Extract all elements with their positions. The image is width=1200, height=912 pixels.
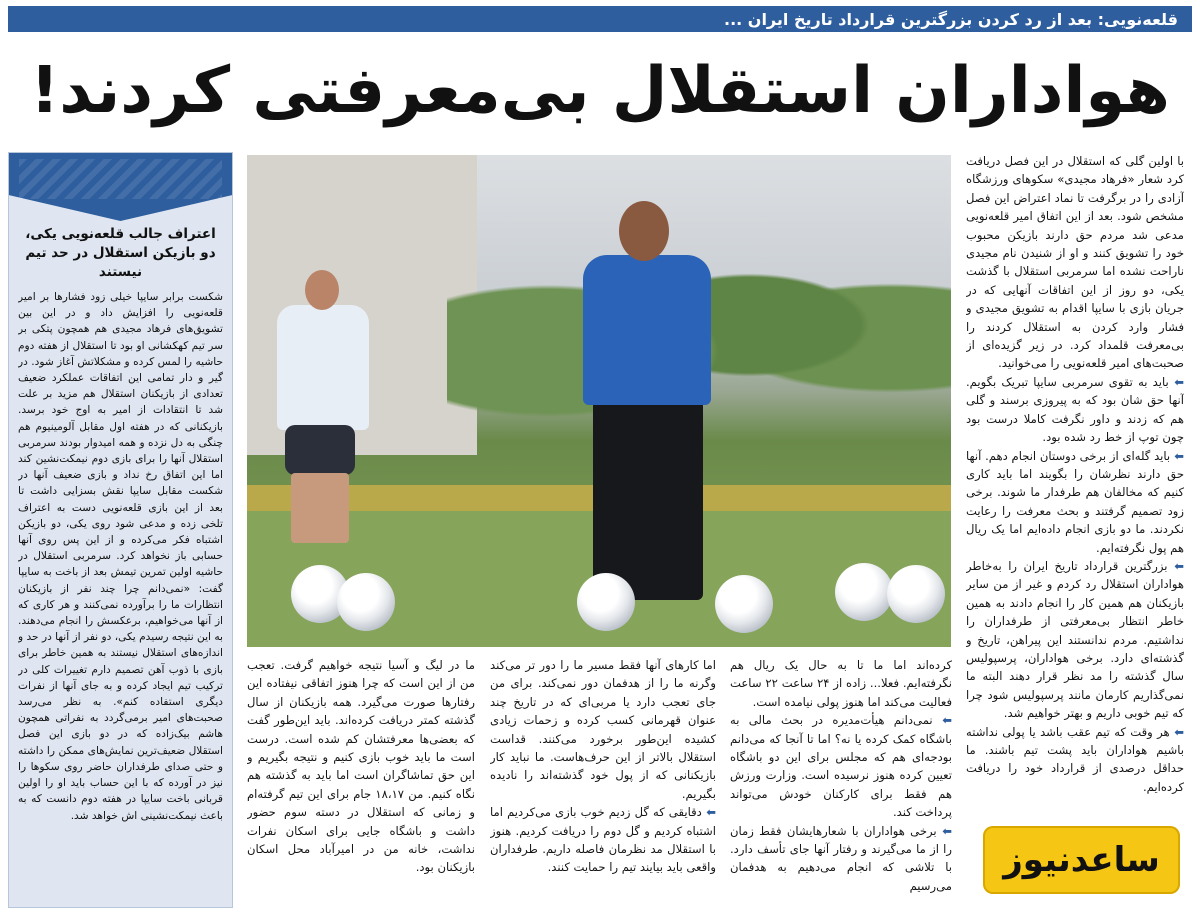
article-photo [247, 155, 951, 647]
ball [577, 573, 635, 631]
kicker-text: قلعه‌نویی: بعد از رد کردن بزرگترین قرارداد تاریخ ایران ... [723, 9, 1178, 29]
paragraph-text: باید به تقوی سرمربی سایپا تبریک بگویم. آنها حق شان بود که به پیروزی برسند و گلی هم که زدند و داور نگرفت کاملا درست بود چون توپ از خط رد شده بود. [966, 374, 1184, 445]
paragraph [966, 557, 1184, 723]
paragraph-text: برخی هواداران با شعارهایشان فقط زمان را از ما می‌گیرند و رفتار آنها جای تأسف دارد. با تلاشی که انجام می‌دهیم به هدفمان می‌رسیم [730, 823, 952, 893]
sidebar-box [8, 152, 233, 908]
paragraph [966, 152, 1184, 373]
paragraph-text: با اولین گلی که استقلال در این فصل دریافت کرد شعار «فرهاد مجیدی» سکوهای ورزشگاه آزادی را در برگرفت تا نماد اعتراض این فصل مشخص شود. بعد از این اتفاق امیر قلعه‌نویی مدعی شد مردم حق دارند بازیکن محبوب خود را تشویق کنند و او از شنیدن نام مجیدی ناراحت نشده اما سرمربی استقلال با گذشت یکی، دو روز از این اتفاقات آنهایی که در جریان بازی با سایپا اقدام به تشویق مجیدی و فشار وارد کردن به استقلال کردند را بی‌معرفت قلمداد کرد. در زیر گزیده‌ای از صحبت‌های امیر قلعه‌نویی را می‌خوانید. [966, 154, 1184, 371]
headline: هواداران استقلال بی‌معرفتی کردند! [30, 54, 1170, 128]
ball [715, 575, 773, 633]
arrow-icon: ⬅ [1167, 558, 1184, 573]
column-mid-left [490, 656, 716, 908]
paragraph [966, 447, 1184, 557]
coach-head [619, 201, 669, 261]
player-background-head [305, 270, 339, 310]
column-mid-right [730, 656, 952, 908]
ball [835, 563, 893, 621]
player-background-legs [291, 473, 349, 543]
arrow-icon: ⬅ [1170, 448, 1184, 463]
paragraph [490, 656, 716, 803]
player-background-shirt [277, 305, 369, 430]
watermark-text: ساعدنیوز [1003, 840, 1160, 880]
sidebar-title: اعتراف جالب قلعه‌نویی یکی، دو بازیکن استقلال در حد تیم نیستند [25, 226, 216, 280]
column-left [247, 656, 475, 908]
paragraph-text: اما کارهای آنها فقط مسیر ما را دور تر می‌کند وگرنه ما را از هدفمان دور نمی‌کند. برای من جای تعجب دارد یا مربی‌ای که در تاریخ چند عنوان قهرمانی کسب کرده و زحمات زیادی کشیده این‌طور برخورد می‌کنند. قداست استقلال بالاتر از این حرف‌هاست. ما نباید کار بازیکنانی که از پول خود گذشته‌اند را نادیده بگیریم. [490, 658, 716, 801]
paragraph-text: باید گله‌ای از برخی دوستان انجام دهم. آنها حق دارند نظرشان را بگویند اما باید کاری کنیم که مخالفان هم طرفدار ما شوند. برخی زود تصمیم گرفتند و بحث معرفت را رعایت نکردند. ما دو بازی انجام داده‌ایم اما یک ریال هم پول نگرفته‌ایم. [966, 448, 1184, 555]
arrow-icon: ⬅ [1169, 724, 1184, 739]
column-right [966, 152, 1184, 908]
paragraph-text: کرده‌اند اما ما تا به حال یک ریال هم نگرفته‌ایم. فعلا... زاده از ۲۴ ساعت ۲۲ ساعت فعالیت می‌کند اما هنوز پولی نیامده است. [730, 658, 952, 709]
ball [887, 565, 945, 623]
paragraph-text: ما در لیگ و آسیا نتیجه خواهیم گرفت. تعجب من از این است که چرا هنوز اتفاقی نیفتاده این رفتارها صورت می‌گیرد. همه بازیکنان از سال گذشته کمتر دریافت کرده‌اند. باید این‌طور گفت که بعضی‌ها معرفتشان کم شده است. درست است ما باید خوب بازی کنیم و نتیجه بگیریم و این حق تماشاگران است اما باید به گذشته هم نگاه کنیم. من ۱۸،۱۷ جام برای این تیم گرفته‌ام و زمانی که استقلال در دسته سوم حضور داشت و باشگاه جایی برای اسکان نفرات نداشت، خانه من در امیرآباد محل اسکان بازیکنان بود. [247, 658, 475, 875]
watermark-logo [983, 826, 1180, 894]
sidebar-banner [9, 153, 232, 221]
coach-pants [593, 400, 703, 600]
paragraph [730, 822, 952, 896]
arrow-icon: ⬅ [936, 823, 952, 838]
paragraph-text: دقایقی که گل زدیم خوب بازی می‌کردیم اما اشتباه کردیم و گل دوم را دریافت کردیم. هنوز با استقلال مد نظرمان فاصله داریم. طرفداران واقعی باید بیایند تیم را حمایت کنند. [490, 805, 716, 875]
paragraph-text: نمی‌دانم هیأت‌مدیره در بحث مالی به باشگاه کمک کرده یا نه؟ اما تا آنجا که می‌دانم بودجه‌ای هم که مجلس برای این دو باشگاه تعیین کرده هنوز نرسیده است. وزارت ورزش هم فقط برای کارکنان خودش می‌تواند پرداخت کند. [730, 713, 952, 820]
coach-shirt [583, 255, 711, 405]
arrow-icon: ⬅ [701, 805, 716, 820]
paragraph-text: بزرگترین قرارداد تاریخ ایران را به‌خاطر هواداران استقلال رد کردم و غیر از من سایر بازیکنان هم همین کار را انجام دادند به همین خاطر انتظار بی‌معرفتی از طرفداران را نداشتیم. مردم ندانستند این پیراهن، تاریخ و گذشته‌ای دارد. برخی هواداران، پرسپولیس سال گذشته را مد نظر قرار دهند البته ما نمی‌گذاریم کارمان مانند پرسپولیس شود چرا که تیم خوبی داریم و بهتر خواهیم شد. [966, 558, 1184, 721]
arrow-icon: ⬅ [1168, 374, 1184, 389]
paragraph [730, 656, 952, 711]
paragraph [966, 373, 1184, 447]
player-background-shorts [285, 425, 355, 475]
paragraph [730, 711, 952, 821]
kicker-bar [8, 6, 1192, 32]
paragraph [490, 803, 716, 877]
paragraph [966, 723, 1184, 797]
paragraph-text: هر وقت که تیم عقب باشد یا پولی نداشته باشیم هواداران باید پشت تیم باشند. ما حداقل درصدی از قرارداد خود را دریافت کرده‌ایم. [966, 724, 1184, 794]
paragraph [247, 656, 475, 877]
sidebar-body: شکست برابر سایپا خیلی زود فشارها بر امیر قلعه‌نویی را افزایش داد و در این بین تشویق‌های فرهاد مجیدی هم همچون پتکی بر سر تیم کهکشانی او بود تا استقلال از هفته دوم حاشیه را لمس کرده و مشکلاتش آغاز شود. در گیر و دار تمامی این اتفاقات عملکرد ضعیف تعدادی از بازیکنان استقلال هم مزید بر علت شد تا انتقادات از امیر به اوج خود برسد. بازیکنانی که در هفته اول مقابل آلومینیوم هم چنگی به دل نزده و همه امیدوار بودند سرمربی استقلال آنها را برای بازی دوم نیمکت‌نشین کند اما این اتفاق رخ نداد و بازی ضعیف آنها در شکست مقابل سایپا نقش بسزایی داشت تا بعد از این بازی قلعه‌نویی دست به اعتراف تلخی زده و مدعی شود روی یکی، دو بازیکن اشتباه فکر می‌کرده و از این پس روی آنها حسابی باز نخواهد کرد. سرمربی استقلال در حاشیه اولین تمرین تیمش بعد از باخت به سایپا گفت: «نمی‌دانم چرا چند نفر از بازیکنان انتظارات ما را برآورده نمی‌کنند و هر کاری که از آنها می‌خواهیم، برعکسش را انجام می‌دهند. به این نتیجه رسیدم یکی، دو نفر از آنها در حد و اندازه‌های استقلال نیستند به همین خاطر برای بازی با ذوب آهن تصمیم دارم تغییرات کلی در ترکیب تیم ایجاد کرده و به جای آنها از نفرات دیگری استفاده کنم». به نظر می‌رسد صحبت‌های امیر برمی‌گردد به نفراتی همچون هاشم بیک‌زاده که در دو بازی این فصل استقلال ضعیف‌ترین نمایش‌های ممکن را داشته و حتی صدای طرفداران حاضر روی سکوها را نیز در آورده که با این حساب باید او را اولین قربانی باخت سایپا در هفته دوم دانست که به باعث نیمکت‌نشینی اش خواهد شد. [18, 291, 223, 822]
arrow-icon: ⬅ [932, 713, 952, 728]
ball [337, 573, 395, 631]
